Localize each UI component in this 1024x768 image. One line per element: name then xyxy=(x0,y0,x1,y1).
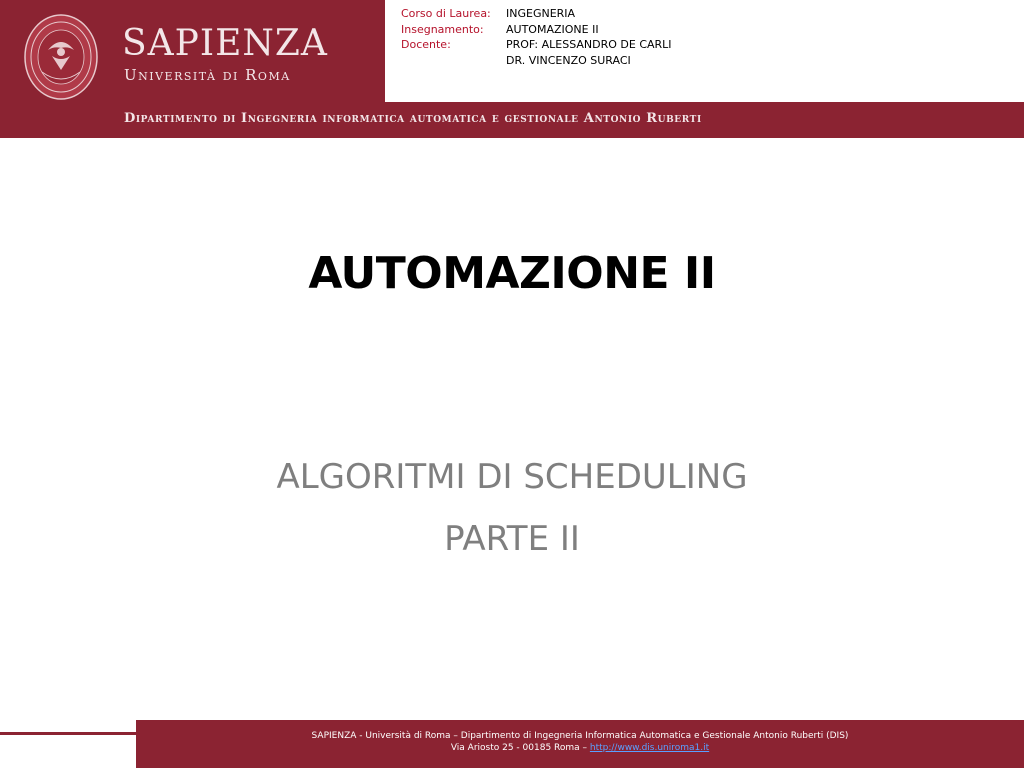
course-info-row xyxy=(401,37,672,53)
department-bar xyxy=(0,102,1024,138)
subtitle-line-2: PARTE II xyxy=(444,519,580,559)
course-info xyxy=(401,6,672,68)
teacher-label: Docente: xyxy=(401,38,451,51)
university-subtitle: Università di Roma xyxy=(124,66,291,84)
course-label: Corso di Laurea: xyxy=(401,7,491,20)
footer-line-2 xyxy=(136,742,1024,754)
teacher-value: PROF: ALESSANDRO DE CARLI xyxy=(506,38,672,51)
course-info-row xyxy=(401,53,672,69)
university-logo-block xyxy=(0,0,385,102)
slide-subtitle xyxy=(0,446,1024,570)
university-seal-icon xyxy=(22,12,100,102)
university-name: SAPIENZA xyxy=(122,23,328,64)
course-value: INGEGNERIA xyxy=(506,7,576,20)
footer-address: Via Ariosto 25 - 00185 Roma – xyxy=(450,743,590,753)
department-name: Dipartimento di Ingegneria informatica automatica e gestionale Antonio Ruberti xyxy=(124,111,702,126)
footer xyxy=(136,720,1024,768)
subject-value: AUTOMAZIONE II xyxy=(506,22,599,36)
course-info-row xyxy=(401,22,672,38)
teacher-value-2: DR. VINCENZO SURACI xyxy=(506,53,631,67)
teacher-label-empty xyxy=(401,53,506,69)
footer-divider xyxy=(0,732,136,735)
subtitle-line-1: ALGORITMI DI SCHEDULING xyxy=(276,457,748,497)
slide-title: AUTOMAZIONE II xyxy=(308,248,716,299)
course-info-row xyxy=(401,6,672,22)
footer-website-link[interactable]: http://www.dis.uniroma1.it xyxy=(589,743,710,753)
subject-label: Insegnamento: xyxy=(401,22,484,36)
footer-line-1: SAPIENZA - Università di Roma – Dipartimento di Ingegneria Informatica Automatica e Gestionale Antonio Ruberti (DIS) xyxy=(311,731,849,741)
